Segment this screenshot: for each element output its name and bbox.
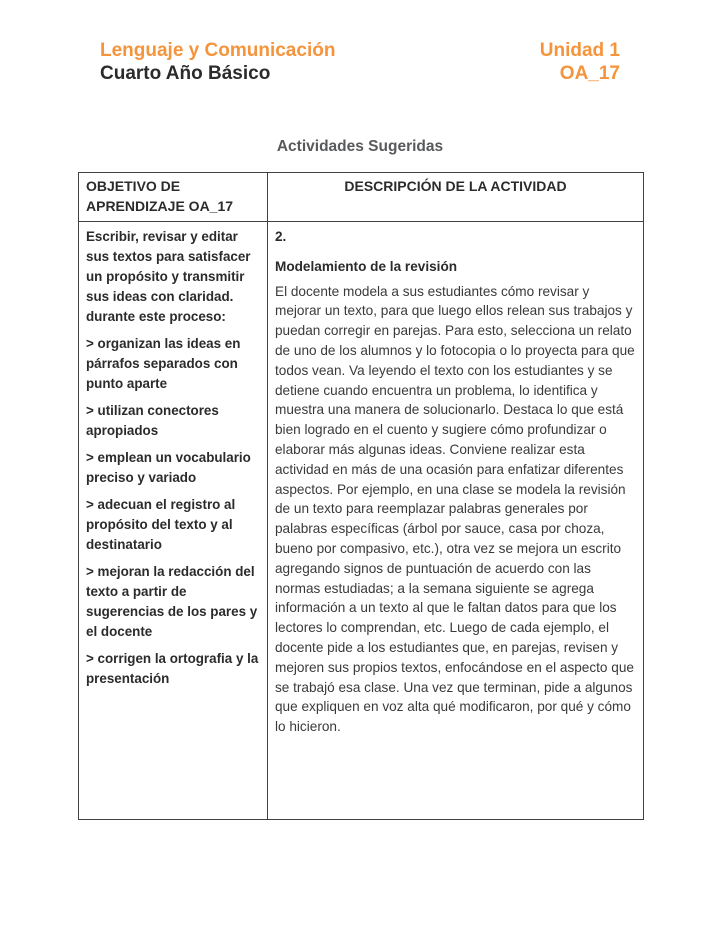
grade-subtitle: Cuarto Año Básico	[100, 62, 271, 84]
objective-bullet: > adecuan el registro al propósito del texto y al destinatario	[86, 497, 236, 552]
activities-table	[78, 172, 644, 820]
activity-header-cell: DESCRIPCIÓN DE LA ACTIVIDAD	[268, 173, 644, 222]
oa-label: OA_17	[559, 62, 620, 84]
objective-bullet: > organizan las ideas en párrafos separados con punto aparte	[86, 336, 241, 391]
subject-title: Lenguaje y Comunicación	[100, 40, 336, 61]
page-title: Actividades Sugeridas	[276, 138, 444, 155]
objective-bullet: > utilizan conectores apropiados	[86, 403, 219, 438]
activity-cell	[268, 222, 644, 820]
objective-cell	[79, 222, 268, 820]
objective-bullet: > mejoran la redacción del texto a partir de sugerencias de los pares y el docente	[86, 564, 258, 639]
document-header	[0, 0, 720, 85]
objective-bullet: > corrigen la ortografia y la presentación	[86, 651, 259, 686]
objective-header-cell: OBJETIVO DE APRENDIZAJE OA_17	[79, 173, 268, 222]
activity-subtitle: Modelamiento de la revisión	[275, 258, 458, 274]
unit-label: Unidad 1	[539, 40, 620, 61]
activity-body: El docente modela a sus estudiantes cómo revisar y mejorar un texto, para que luego ellos relean sus trabajos y puedan corregir en parejas. Para esto, selecciona un relato de uno de los alumnos y lo fotocopia o lo proyecta para que todos vean. Va leyendo el texto con los estudiantes y se detiene cuando encuentra un problema, lo identifica y muestra una manera de solucionarlo. Destaca lo que está bien logrado en el cuento y sugiere cómo profundizar o elaborar más algunas ideas. Conviene realizar esta actividad en más de una ocasión para enfatizar diferentes aspectos. Por ejemplo, en una clase se modela la revisión de un texto para reemplazar palabras generales por palabras específicas (árbol por sauce, casa por choza, bueno por compasivo, etc.), otra vez se mejora un escrito agregando signos de puntuación de acuerdo con las normas estudiadas; a la semana siguiente se agrega información a un texto al que le faltan datos para que los lectores lo comprendan, etc. Luego de cada ejemplo, el docente pide a los estudiantes que, en parejas, revisen y mejoren sus propios textos, enfocándose en el aspecto que se trabajó esa clase. Una vez que terminan, pide a algunos que expliquen en voz alta qué modificaron, por qué y cómo lo hicieron.	[275, 283, 635, 735]
objective-intro: Escribir, revisar y editar sus textos para satisfacer un propósito y transmitir sus ideas con claridad. durante este proceso:	[86, 229, 251, 324]
objective-bullet: > emplean un vocabulario preciso y variado	[86, 450, 251, 485]
activity-number: 2.	[275, 229, 287, 244]
table-header-row	[79, 173, 644, 222]
table-body-row	[79, 222, 644, 820]
header-right-block	[540, 40, 620, 85]
header-left-block	[100, 40, 335, 85]
